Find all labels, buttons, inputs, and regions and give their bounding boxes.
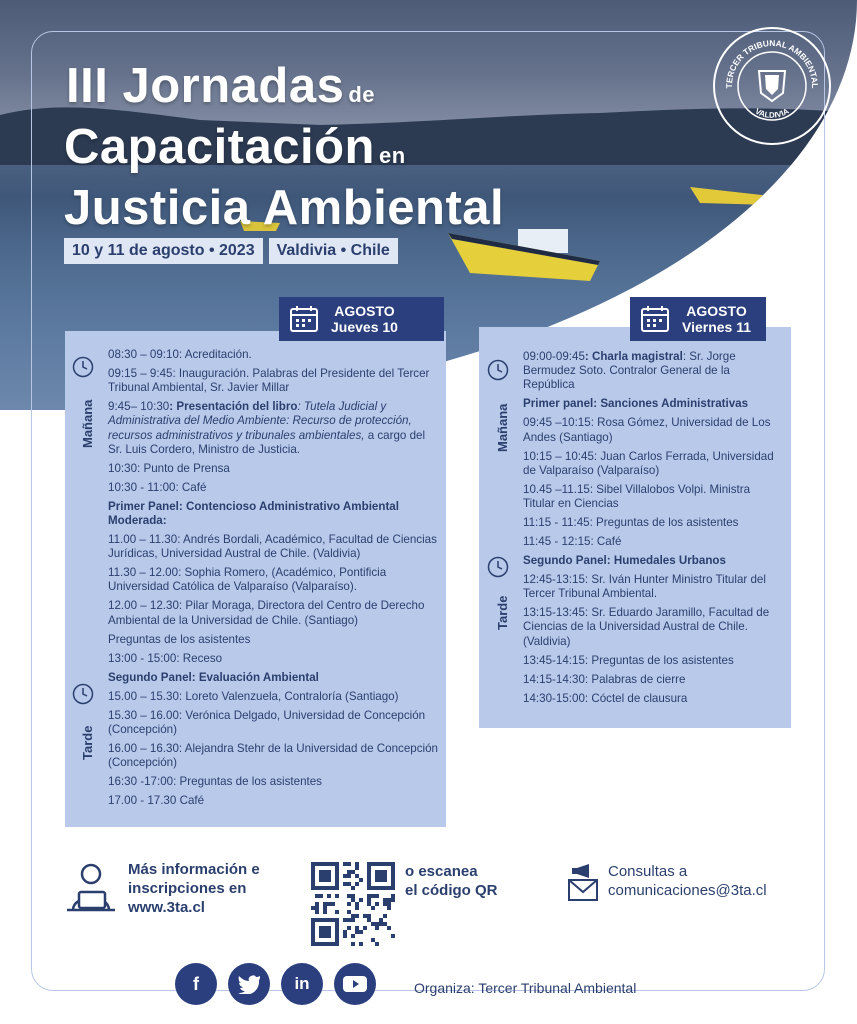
schedule-time: 15.00 – 15.30: [108, 689, 179, 703]
schedule-description: : Alejandra Stehr de la Universidad de Concepción (Concepción): [108, 741, 439, 770]
schedule-item: [108, 481, 438, 495]
schedule-item: [523, 654, 778, 668]
schedule-description: : Cóctel de clausura: [584, 691, 688, 705]
schedule-description: : Sr. Jorge Bermudez Soto. Contralor General de la República: [523, 350, 736, 392]
schedule-item: [523, 450, 778, 478]
schedule-description: : Juan Carlos Ferrada, Universidad de Valparaíso (Valparaíso): [523, 449, 774, 477]
schedule-description: : Punto de Prensa: [137, 461, 230, 475]
title-line2: Capacitación: [64, 120, 375, 174]
schedule-description: Café: [176, 794, 205, 808]
event-meta: [64, 238, 398, 264]
schedule-description: : Preguntas de los asistentes: [173, 775, 322, 789]
schedule-item: [108, 533, 438, 561]
event-title: [64, 60, 504, 234]
schedule-time: 14:30-15:00: [523, 691, 585, 705]
mail-megaphone-icon: [565, 862, 601, 902]
schedule-description: : Receso: [176, 651, 223, 665]
day2-morning-label: Mañana: [495, 403, 510, 452]
youtube-icon[interactable]: [334, 963, 376, 1005]
info-line1: Más información e: [128, 861, 260, 878]
schedule-description: : Café: [590, 535, 622, 549]
clock-icon: [487, 359, 509, 381]
schedule-highlight: : Presentación del libro: [169, 400, 298, 414]
schedule-item: [108, 367, 438, 395]
schedule-description: : Sr. Eduardo Jaramillo, Facultad de Ciencias de la Universidad Austral de Chile. (Valdivia): [523, 606, 770, 648]
schedule-item: [108, 348, 438, 362]
qr-line1: o escanea: [405, 863, 478, 880]
schedule-time: 10.45 –11.15: [523, 482, 590, 496]
schedule-item: [523, 673, 778, 687]
schedule-time: 17.00 - 17.30: [108, 794, 177, 808]
schedule-item: [108, 794, 438, 808]
date-tab-day1: [279, 297, 444, 341]
schedule-description: : Preguntas de los asistentes: [589, 516, 739, 530]
facebook-icon[interactable]: f: [175, 963, 217, 1005]
twitter-icon[interactable]: [228, 963, 270, 1005]
schedule-description: : Inauguración. Palabras del Presidente del Tercer Tribunal Ambiental, Sr. Javier Millar: [108, 367, 430, 395]
schedule-time: Preguntas de los asistentes: [108, 632, 251, 646]
day2-day: Viernes 11: [682, 319, 752, 335]
schedule-item: [523, 573, 778, 601]
schedule-item: [523, 606, 778, 649]
schedule-heading: [523, 397, 778, 411]
schedule-description: : Sophia Romero, (Académico, Pontificia Universidad Católica de Valparaíso (Valparaíso).: [108, 566, 387, 594]
schedule-time: 09:00-09:45: [523, 350, 585, 363]
schedule-item: [108, 599, 438, 627]
panel-title: Primer Panel: Contencioso Administrativo Ambiental Moderada:: [108, 499, 399, 528]
tribunal-seal-logo: [713, 27, 831, 145]
boat-illustration-small: [690, 183, 780, 209]
schedule-time: 10:30: [108, 461, 138, 475]
book-title: : Tutela Judicial y Administrativa del Medio Ambiente: Recurso de protección, recursos administrativos y tribunales ambientales,: [108, 400, 412, 442]
schedule-item: [523, 483, 778, 511]
schedule-heading: [108, 500, 438, 528]
schedule-day1: [108, 348, 438, 813]
schedule-time: 15.30 – 16.00: [108, 708, 179, 722]
qr-text: [405, 862, 498, 900]
schedule-description: a cargo del Sr. Luis Cordero, Ministro de Justicia.: [108, 428, 426, 456]
schedule-time: 12.00 – 12.30: [108, 599, 179, 613]
title-line1-suffix: de: [348, 82, 376, 107]
schedule-description: : Preguntas de los asistentes: [584, 653, 734, 667]
schedule-time: 16:30 -17:00: [108, 775, 174, 789]
schedule-day2: [523, 350, 778, 711]
schedule-time: 12:45-13:15: [523, 573, 585, 587]
schedule-item: [523, 516, 778, 530]
schedule-item: [523, 416, 778, 444]
schedule-item: [523, 692, 778, 706]
website-link[interactable]: www.3ta.cl: [128, 899, 205, 916]
schedule-description: : Rosa Gómez, Universidad de Los Andes (Santiago): [523, 416, 771, 444]
seal-emblem-icon: [717, 31, 827, 141]
day1-day: Jueves 10: [331, 319, 398, 335]
linkedin-icon[interactable]: in: [281, 963, 323, 1005]
qr-code[interactable]: [311, 862, 395, 946]
calendar-icon: [289, 305, 319, 333]
contact-line1: Consultas a: [608, 863, 688, 880]
schedule-time: 10:30 - 11:00: [108, 480, 176, 494]
person-laptop-icon: [63, 860, 119, 916]
schedule-description: : Verónica Delgado, Universidad de Concepción (Concepción): [108, 708, 426, 736]
seal-bottom-text: VALDIVIA: [753, 106, 791, 120]
schedule-time: 09:15 – 9:45: [108, 367, 173, 380]
schedule-description: : Pilar Moraga, Directora del Centro de Derecho Ambiental de la Universidad de Chile. (Santiago): [108, 599, 425, 627]
schedule-item: [523, 350, 778, 393]
schedule-heading: [523, 554, 778, 568]
schedule-item: [108, 400, 438, 457]
schedule-time: 11.30 – 12.00: [108, 566, 179, 580]
organizer-text: Organiza: Tercer Tribunal Ambiental: [414, 980, 637, 996]
schedule-item: [108, 652, 438, 666]
schedule-item: [108, 690, 438, 704]
schedule-heading: [108, 671, 438, 685]
calendar-icon: [640, 305, 670, 333]
seal-top-text: TERCER TRIBUNAL AMBIENTAL: [723, 37, 821, 89]
schedule-description: : Café: [175, 480, 207, 494]
schedule-time: 16.00 – 16.30: [108, 741, 179, 755]
schedule-time: 10:15 – 10:45: [523, 449, 594, 463]
schedule-highlight: : Charla magistral: [584, 350, 683, 363]
info-text: [128, 860, 260, 917]
panel-title: Primer panel: Sanciones Administrativas: [523, 397, 749, 411]
qr-line2: el código QR: [405, 882, 498, 899]
schedule-item: [108, 566, 438, 594]
schedule-description: : Loreto Valenzuela, Contraloría (Santiago): [178, 689, 399, 703]
schedule-description: : Andrés Bordali, Académico, Facultad de Ciencias Jurídicas, Universidad Austral de Chile. (Valdivia): [108, 533, 437, 561]
contact-text: [608, 862, 767, 900]
day1-morning-label: Mañana: [80, 399, 95, 448]
schedule-time: 14:15-14:30: [523, 672, 585, 686]
schedule-description: : Acreditación.: [178, 348, 252, 361]
schedule-item: [523, 535, 778, 549]
schedule-description: : Sr. Iván Hunter Ministro Titular del Tercer Tribunal Ambiental.: [523, 573, 766, 601]
title-line2-suffix: en: [378, 143, 406, 168]
schedule-time: 09:45 –10:15: [523, 416, 591, 430]
info-line2: inscripciones en: [128, 880, 247, 897]
schedule-item: [108, 633, 438, 647]
event-date: 10 y 11 de agosto • 2023: [64, 238, 263, 264]
schedule-time: 13:45-14:15: [523, 653, 585, 667]
clock-icon: [72, 683, 94, 705]
day2-afternoon-label: Tarde: [495, 595, 510, 630]
schedule-description: : Palabras de cierre: [584, 672, 686, 686]
title-line3: Justicia Ambiental: [64, 181, 505, 235]
day1-month: AGOSTO: [334, 303, 395, 319]
schedule-time: 08:30 – 09:10: [108, 348, 179, 361]
schedule-time: 11:45 - 12:15: [523, 535, 591, 549]
panel-title: Segundo Panel: Humedales Urbanos: [523, 554, 726, 568]
event-place: Valdivia • Chile: [269, 238, 398, 264]
schedule-time: 13:00 - 15:00: [108, 651, 177, 665]
schedule-time: 13:15-13:45: [523, 606, 585, 620]
schedule-item: [108, 709, 438, 737]
schedule-item: [108, 742, 438, 770]
schedule-item: [108, 775, 438, 789]
clock-icon: [487, 556, 509, 578]
day2-month: AGOSTO: [686, 303, 747, 319]
date-tab-day2: [630, 297, 766, 341]
schedule-time: 11:15 - 11:45: [523, 516, 590, 530]
schedule-time: 9:45– 10:30: [108, 400, 170, 414]
contact-email-link[interactable]: comunicaciones@3ta.cl: [608, 882, 767, 899]
panel-title: Segundo Panel: Evaluación Ambiental: [108, 670, 319, 684]
title-line1: III Jornadas: [66, 59, 345, 113]
clock-icon: [72, 356, 94, 378]
schedule-time: 11.00 – 11.30: [108, 533, 178, 547]
schedule-description: : Sibel Villalobos Volpi. Ministra Titular en Ciencias: [523, 482, 751, 511]
schedule-item: [108, 462, 438, 476]
day1-afternoon-label: Tarde: [80, 725, 95, 760]
